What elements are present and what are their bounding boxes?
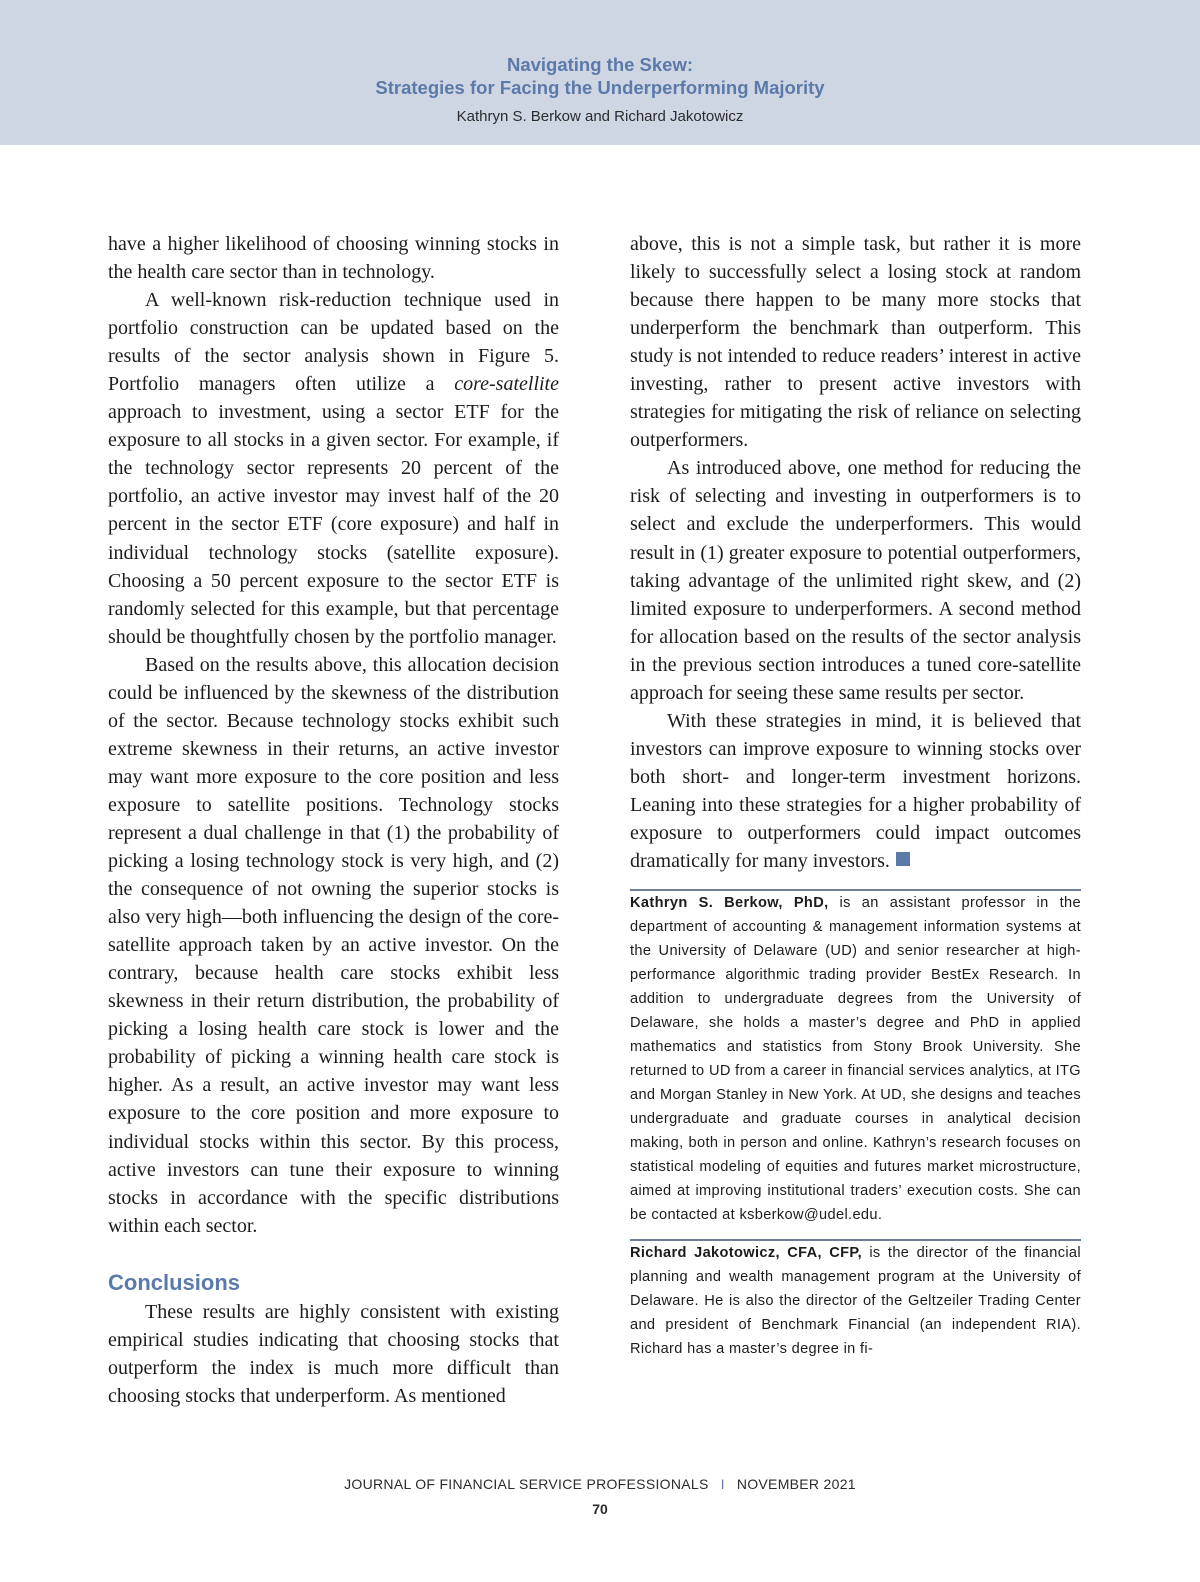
paragraph xyxy=(108,286,559,651)
paragraph-text: With these strategies in mind, it is believed that investors can improve exposure to winning stocks over both short- and longer-term investment horizons. Leaning into these strategies for a higher probability of exposure to outperformers could impact outcomes dramatically for many investors. xyxy=(630,709,1081,873)
journal-name: JOURNAL OF FINANCIAL SERVICE PROFESSIONALS xyxy=(344,1476,709,1492)
paragraph: As introduced above, one method for reducing the risk of selecting and investing in outperformers is to select and exclude the underperformers. This would result in (1) greater exposure to potential outperformers, taking advantage of the unlimited right skew, and (2) limited exposure to underperformers. A second method for allocation based on the results of the sector analysis in the previous section introduces a tuned core-satellite approach for seeing these same results per sector. xyxy=(630,457,1081,704)
article-authors: Kathryn S. Berkow and Richard Jakotowicz xyxy=(456,108,744,125)
left-column xyxy=(108,230,559,1410)
author-bio-berkow xyxy=(630,891,1081,1227)
paragraph-text: A well-known risk-reduction technique used in portfolio construction can be updated based on the results of the sector analysis shown in Figure 5. Portfolio managers often utilize a xyxy=(108,289,559,396)
paragraph xyxy=(630,707,1081,875)
bio-text: is an assistant professor in the department of accounting & management information systems at the University of Delaware (UD) and senior researcher at high-performance algorithmic trading provider BestEx Research. In addition to undergraduate degrees from the University of Delaware, she holds a master’s degree and PhD in applied mathematics and statistics from Stony Brook University. She returned to UD from a career in financial services analytics, at ITG and Morgan Stanley in New York. At UD, she designs and teaches undergraduate and graduate courses in analytical decision making, both in person and online. Kathryn’s research focuses on statistical modeling of equities and futures market microstructure, aimed at improving institutional traders’ execution costs. She can be contacted at ksberkow@udel.edu. xyxy=(630,895,1081,1224)
footer-journal-line xyxy=(0,1474,1200,1494)
page-number: 70 xyxy=(592,1501,608,1517)
paragraph: above, this is not a simple task, but rather it is more likely to successfully select a losing stock at random because there happen to be many more stocks that underperform the benchmark than outperform. This study is not intended to reduce readers’ interest in active investing, rather to present active investors with strategies for mitigating the risk of reliance on selecting outperformers. xyxy=(630,233,1081,452)
italic-term: core-satellite xyxy=(454,373,559,396)
right-column xyxy=(630,230,1081,1361)
bio-text: is the director of the financial planning and wealth management program at the University of Delaware. He is also the director of the Geltzeiler Trading Center and president of Benchmark Financial (an independent RIA). Richard has a master’s degree in fi- xyxy=(630,1245,1081,1358)
section-heading-conclusions: Conclusions xyxy=(108,1269,241,1295)
paragraph-text: approach to investment, using a sector ETF for the exposure to all stocks in a given sector. For example, if the technology sector represents 20 percent of the portfolio, an active investor may invest half of the 20 percent in the sector ETF (core exposure) and half in individual technology stocks (satellite exposure). Choosing a 50 percent exposure to the sector ETF is randomly selected for this example, but that percentage should be thoughtfully chosen by the portfolio manager. xyxy=(108,401,559,648)
bio-name: Richard Jakotowicz, CFA, CFP, xyxy=(630,1245,862,1262)
paragraph: have a higher likelihood of choosing winning stocks in the health care sector than in technology. xyxy=(108,233,559,284)
issue-date: NOVEMBER 2021 xyxy=(736,1476,856,1492)
bio-name: Kathryn S. Berkow, PhD, xyxy=(630,895,829,912)
article-title-line2: Strategies for Facing the Underperforming Majority xyxy=(375,77,825,98)
author-bio-jakotowicz xyxy=(630,1241,1081,1361)
paragraph: These results are highly consistent with existing empirical studies indicating that choosing stocks that outperform the index is much more difficult than choosing stocks that underperform. As mentioned xyxy=(108,1300,559,1407)
article-title-line1: Navigating the Skew: xyxy=(506,54,694,75)
footer-separator: I xyxy=(720,1476,725,1492)
paragraph: Based on the results above, this allocation decision could be influenced by the skewness of the distribution of the sector. Because technology stocks exhibit such extreme skewness in their returns, an active investor may want more exposure to the core position and less exposure to satellite positions. Technology stocks represent a dual challenge in that (1) the probability of picking a losing technology stock is very high, and (2) the consequence of not owning the superior stocks is also very high—both influencing the design of the core-satellite approach taken by an active investor. On the contrary, because health care stocks exhibit less skewness in their return distribution, the probability of picking a losing health care stock is lower and the probability of picking a winning health care stock is higher. As a result, an active investor may want less exposure to the core position and more exposure to individual stocks within this sector. By this process, active investors can tune their exposure to winning stocks in accordance with the specific distributions within each sector. xyxy=(108,653,559,1237)
end-mark-icon xyxy=(896,852,910,866)
header-band xyxy=(0,0,1200,145)
